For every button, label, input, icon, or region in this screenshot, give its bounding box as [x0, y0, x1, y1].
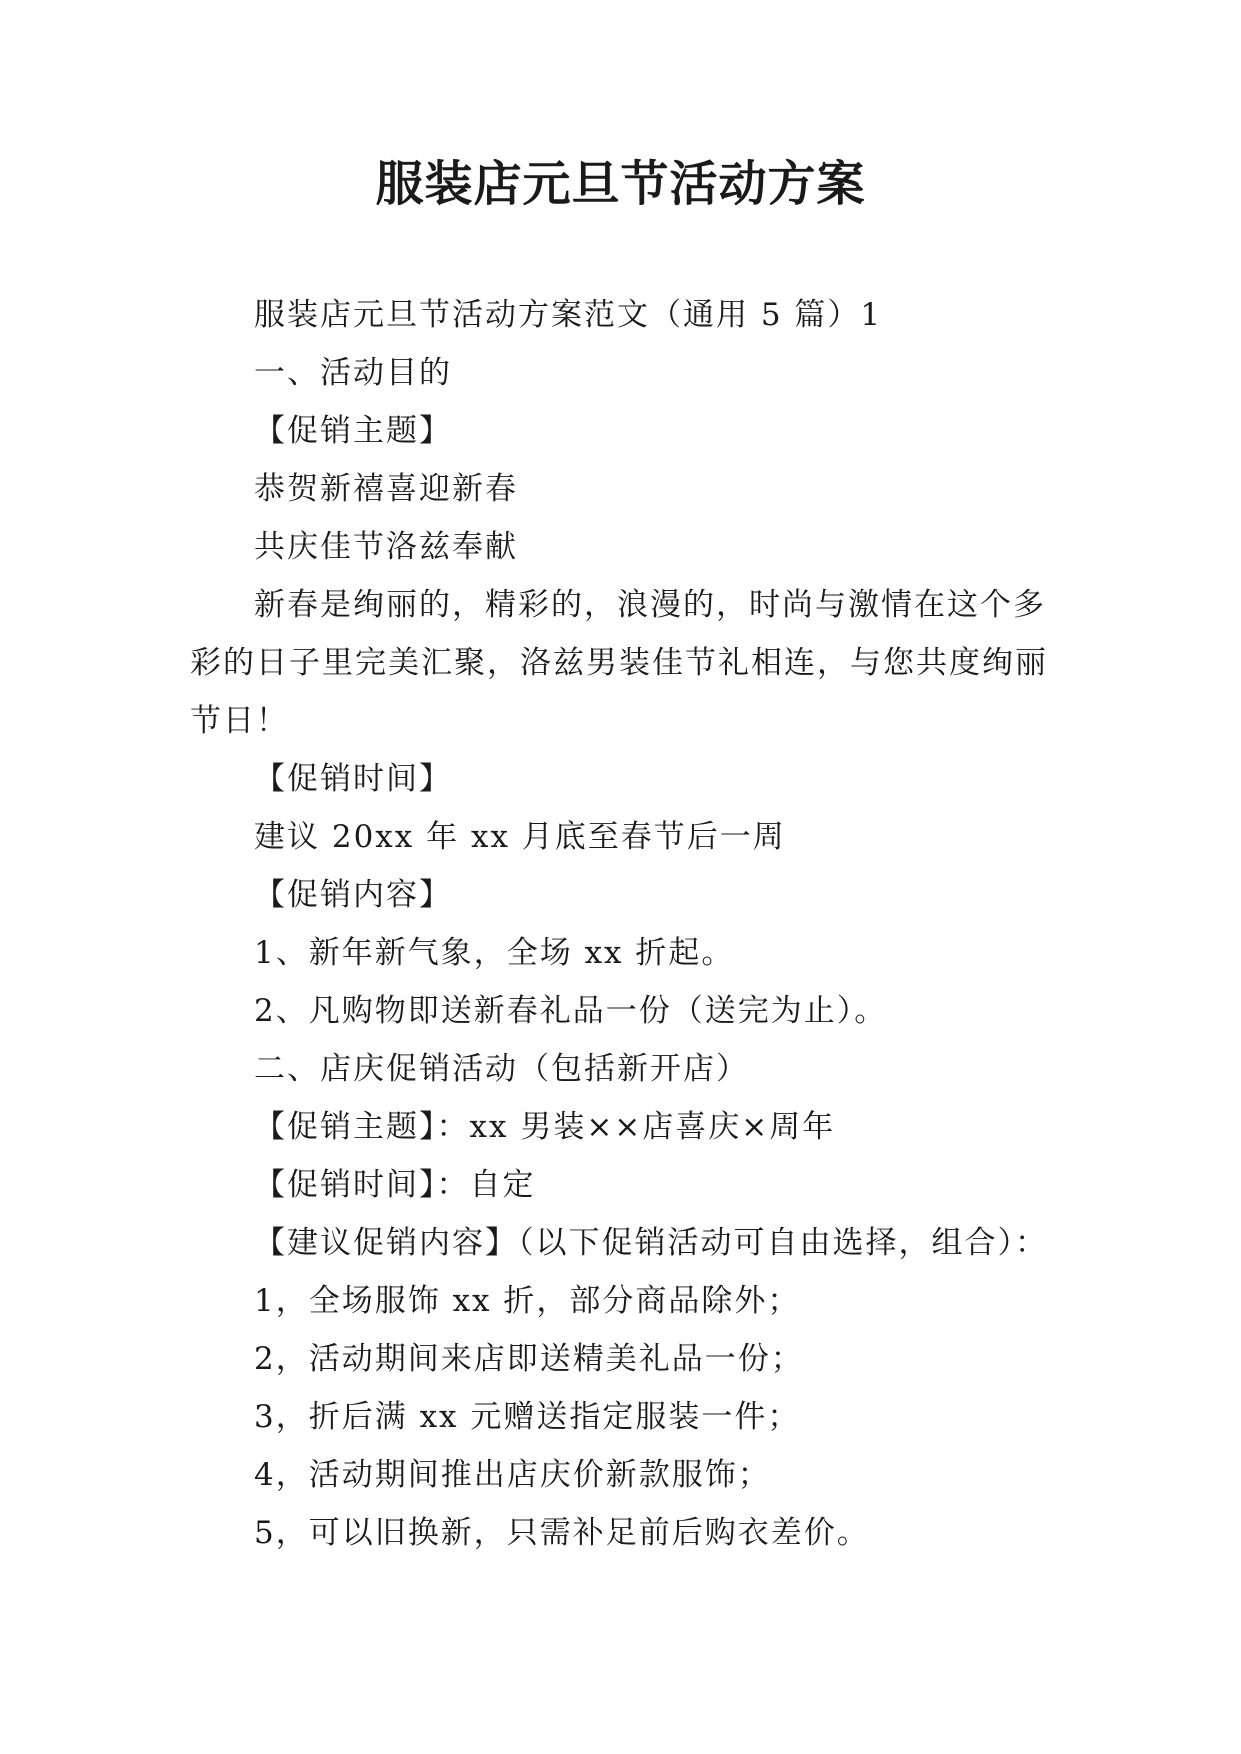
- label-promo-content: 【促销内容】: [254, 877, 452, 913]
- suggested-item-4: 4，活动期间推出店庆价新款服饰；: [254, 1457, 771, 1493]
- paragraph-intro: 新春是绚丽的，精彩的，浪漫的，时尚与激情在这个多彩的日子里完美汇聚，洛兹男装佳节礼相连，与您共度绚丽节日！: [190, 587, 1048, 739]
- suggested-item-5: 5，可以旧换新，只需补足前后购衣差价。: [254, 1515, 870, 1551]
- promo-content-item-1: 1、新年新气象，全场 xx 折起。: [254, 935, 735, 971]
- slogan-line-1: 恭贺新禧喜迎新春: [254, 471, 518, 507]
- document-body: [190, 286, 1060, 1562]
- suggested-item-1: 1，全场服饰 xx 折，部分商品除外；: [254, 1283, 801, 1319]
- slogan-line-2: 共庆佳节洛兹奉献: [254, 529, 518, 565]
- suggested-item-2: 2，活动期间来店即送精美礼品一份；: [254, 1341, 804, 1377]
- document-title: 服装店元旦节活动方案: [375, 156, 866, 212]
- label-promo-time: 【促销时间】: [254, 761, 452, 797]
- section-heading-anniversary: 二、店庆促销活动（包括新开店）: [254, 1051, 749, 1087]
- promo-content-item-2: 2、凡购物即送新春礼品一份（送完为止）。: [254, 993, 888, 1029]
- paragraph-subtitle: 服装店元旦节活动方案范文（通用 5 篇）1: [254, 297, 883, 333]
- promo-time-suggestion: 建议 20xx 年 xx 月底至春节后一周: [254, 819, 786, 855]
- label-promo-theme: 【促销主题】: [254, 413, 452, 449]
- anniversary-theme: 【促销主题】：xx 男装××店喜庆×周年: [254, 1109, 836, 1145]
- anniversary-time: 【促销时间】：自定: [254, 1167, 536, 1203]
- label-suggested-content: 【建议促销内容】（以下促销活动可自由选择，组合）：: [254, 1225, 1048, 1261]
- section-heading-goal: 一、活动目的: [254, 355, 452, 391]
- suggested-item-3: 3，折后满 xx 元赠送指定服装一件；: [254, 1399, 801, 1435]
